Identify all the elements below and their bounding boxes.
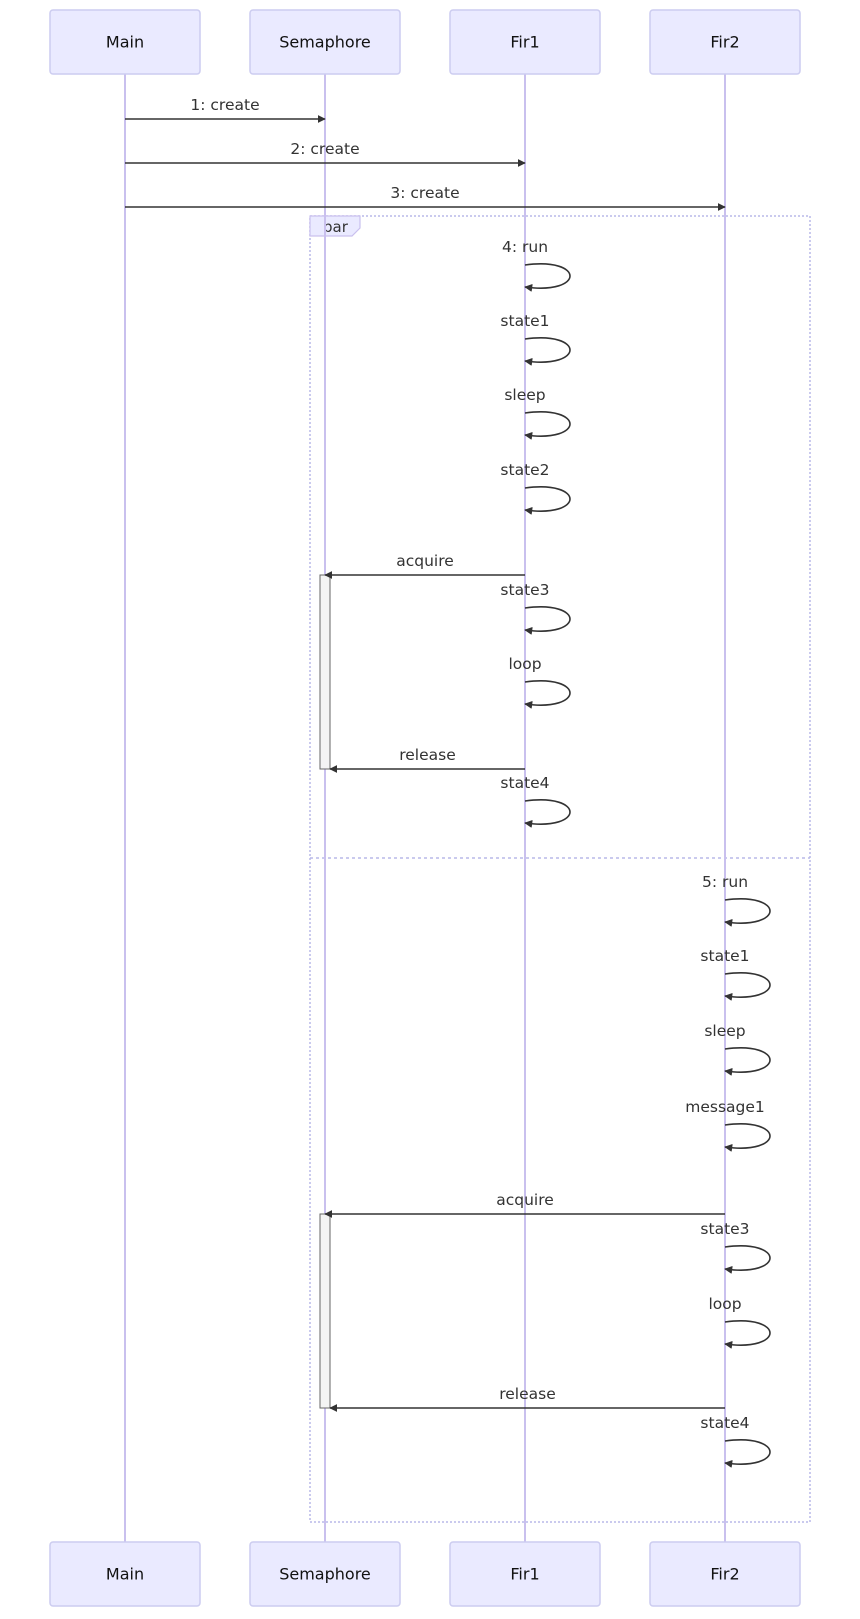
self-message-arrow [725, 973, 770, 997]
self-message-arrow [725, 899, 770, 923]
self-message-arrow [725, 1246, 770, 1270]
message-label: sleep [704, 1022, 746, 1040]
message-label: 2: create [290, 140, 360, 158]
self-message-arrow [525, 264, 570, 288]
message-label: state4 [500, 774, 550, 792]
actor-fir1-top [450, 10, 600, 74]
self-message-arrow [525, 607, 570, 631]
actor-label: Fir1 [510, 1564, 540, 1584]
message [704, 1022, 770, 1072]
par-fragment-frame [310, 216, 810, 1522]
message-label: loop [708, 1295, 742, 1313]
par-fragment-keyword: par [323, 218, 348, 236]
semaphore-activation-1 [320, 575, 330, 769]
message-label: state1 [500, 312, 550, 330]
actor-label: Semaphore [279, 1564, 371, 1584]
message-label: state3 [700, 1220, 750, 1238]
message [330, 1385, 725, 1408]
message [685, 1098, 770, 1148]
self-message-arrow [725, 1440, 770, 1464]
message-label: 4: run [501, 238, 549, 256]
actor-fir1-bottom [450, 1542, 600, 1606]
message [325, 552, 525, 575]
actor-semaphore-top [250, 10, 400, 74]
message-label: acquire [396, 552, 454, 570]
message [508, 655, 570, 705]
message-label: acquire [496, 1191, 554, 1209]
message-label: state4 [700, 1414, 750, 1432]
message-label: release [399, 746, 456, 764]
self-message-arrow [525, 681, 570, 705]
actor-label: Main [105, 32, 145, 52]
actor-fir2-top [650, 10, 800, 74]
actor-label: Semaphore [279, 32, 371, 52]
actor-label: Fir2 [710, 32, 740, 52]
message-label: state3 [500, 581, 550, 599]
message-label: 1: create [190, 96, 260, 114]
actor-label: Fir2 [710, 1564, 740, 1584]
message [700, 1414, 770, 1464]
self-message-arrow [525, 800, 570, 824]
actor-label: Fir1 [510, 32, 540, 52]
message [700, 1220, 770, 1270]
actor-semaphore-bottom [250, 1542, 400, 1606]
message-label: loop [508, 655, 542, 673]
message [500, 774, 570, 824]
message-label: sleep [504, 386, 546, 404]
self-message-arrow [725, 1124, 770, 1148]
message [708, 1295, 770, 1345]
message [500, 312, 570, 362]
actor-label: Main [105, 1564, 145, 1584]
self-message-arrow [525, 412, 570, 436]
semaphore-activation-2 [320, 1214, 330, 1408]
message [502, 238, 570, 288]
message [702, 873, 770, 923]
message [500, 581, 570, 631]
message [504, 386, 570, 436]
message-label: 5: run [701, 873, 749, 891]
message [330, 746, 525, 769]
message [500, 461, 570, 511]
message-label: state1 [700, 947, 750, 965]
message [700, 947, 770, 997]
message-label: release [499, 1385, 556, 1403]
self-message-arrow [525, 338, 570, 362]
actor-fir2-bottom [650, 1542, 800, 1606]
actor-main-top [50, 10, 200, 74]
self-message-arrow [725, 1321, 770, 1345]
message-label: 3: create [390, 184, 460, 202]
actor-main-bottom [50, 1542, 200, 1606]
self-message-arrow [725, 1048, 770, 1072]
message [125, 184, 725, 207]
message-label: message1 [685, 1098, 765, 1116]
message-label: state2 [500, 461, 550, 479]
self-message-arrow [525, 487, 570, 511]
message [125, 96, 325, 119]
